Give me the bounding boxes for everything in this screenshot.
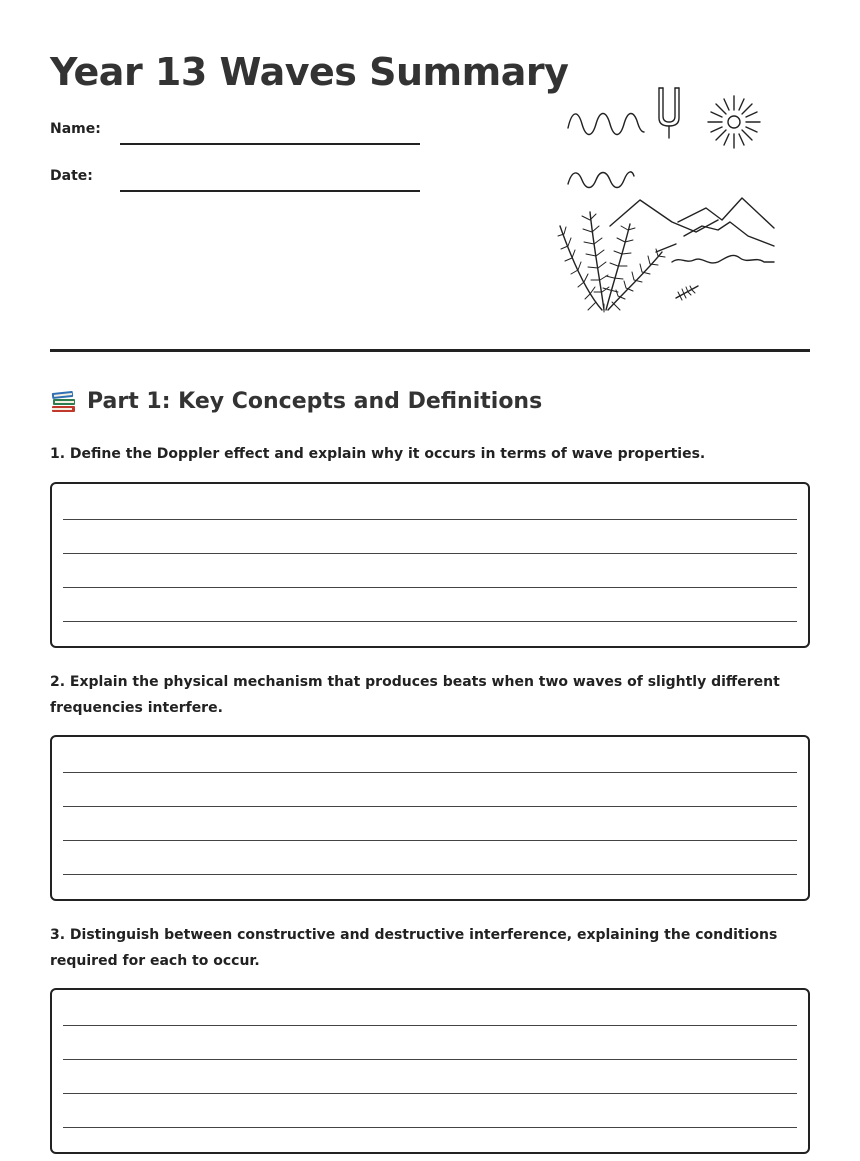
answer-line: [63, 874, 797, 875]
fern-icon: [558, 212, 698, 312]
mountains-icon: [610, 198, 774, 263]
answer-box-1[interactable]: [50, 482, 810, 648]
page-title: Year 13 Waves Summary: [50, 50, 569, 94]
answer-line: [63, 621, 797, 622]
date-field-row: [50, 168, 420, 192]
name-field-row: [50, 121, 420, 145]
sun-icon: [708, 96, 760, 148]
answer-line: [63, 587, 797, 588]
section-title: Part 1: Key Concepts and Definitions: [87, 388, 543, 414]
question-3: 3. Distinguish between constructive and destructive interference, explaining the conditions required for each to occur.: [50, 927, 778, 969]
wave-icon: [568, 172, 634, 188]
date-label: Date:: [50, 168, 93, 184]
question-1: 1. Define the Doppler effect and explain why it occurs in terms of wave properties.: [50, 446, 706, 462]
answer-line: [63, 1093, 797, 1094]
answer-line: [63, 1127, 797, 1128]
header-divider: [50, 349, 810, 352]
name-label: Name:: [50, 121, 101, 137]
answer-line: [63, 1025, 797, 1026]
answer-line: [63, 1059, 797, 1060]
question-2: 2. Explain the physical mechanism that produces beats when two waves of slightly different frequencies interfere.: [50, 674, 780, 716]
answer-line: [63, 772, 797, 773]
date-field[interactable]: [120, 190, 420, 192]
header-illustration: [552, 80, 784, 320]
answer-line: [63, 806, 797, 807]
answer-box-3[interactable]: [50, 988, 810, 1154]
answer-box-2[interactable]: [50, 735, 810, 901]
answer-line: [63, 553, 797, 554]
wave-icon: [568, 114, 644, 135]
answer-line: [63, 840, 797, 841]
section-heading: [50, 388, 542, 414]
tuning-fork-icon: [659, 88, 679, 138]
books-icon: [50, 388, 77, 414]
name-field[interactable]: [120, 143, 420, 145]
answer-line: [63, 519, 797, 520]
